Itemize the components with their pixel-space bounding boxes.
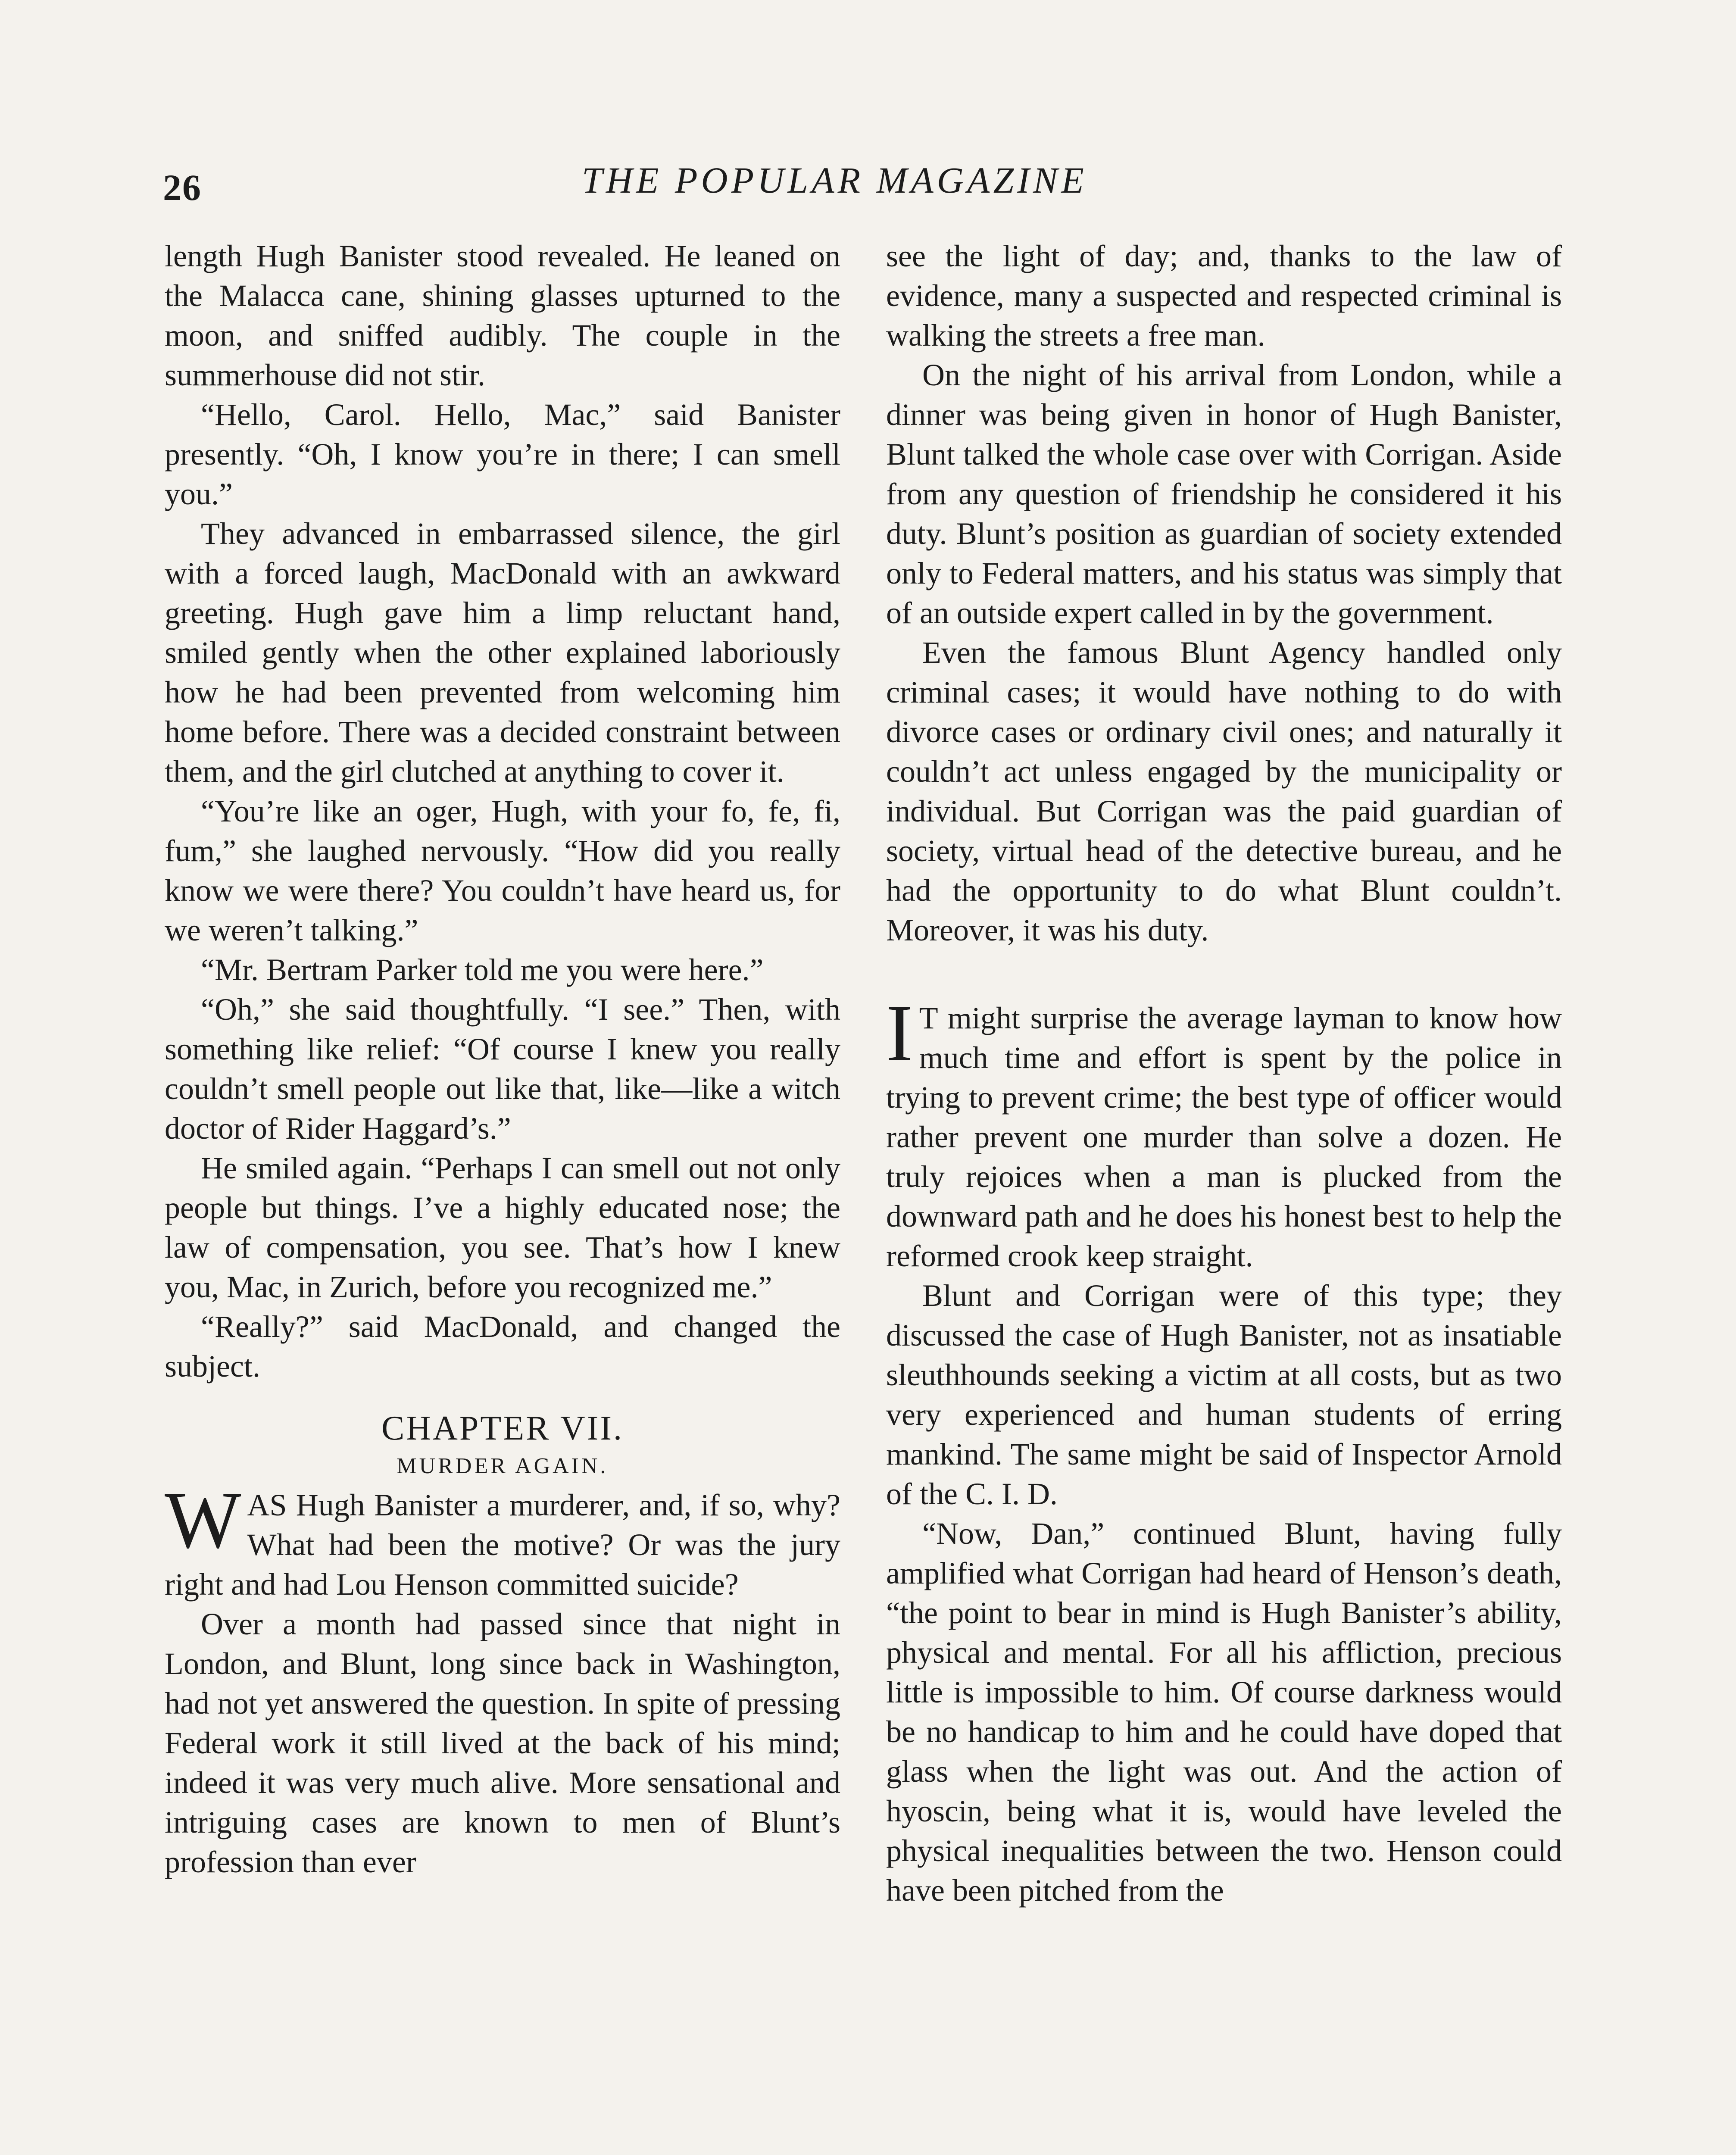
drop-cap: I bbox=[886, 988, 913, 1078]
paragraph: length Hugh Banister stood revealed. He leaned on the Malacca cane, shining glasses upturned to the moon, and sniffed audibly. The couple in the summerhouse did not stir. bbox=[165, 239, 840, 392]
paragraph: “Mr. Bertram Parker told me you were here.” bbox=[201, 953, 764, 987]
paragraph: “Really?” said MacDonald, and changed the subject. bbox=[165, 1309, 840, 1384]
paragraph: Even the famous Blunt Agency handled only criminal cases; it would have nothing to do with divorce cases or ordinary civil ones; and naturally it couldn’t act unless engaged by the municipality or individual. But Corrigan was the paid guardian of society, virtual head of the detective bureau, and he had the opportunity to do what Blunt couldn’t. Moreover, it was his duty. bbox=[886, 635, 1562, 947]
section-break bbox=[886, 950, 1562, 998]
paragraph: “Hello, Carol. Hello, Mac,” said Banister presently. “Oh, I know you’re in there; I can smell you.” bbox=[165, 397, 840, 511]
paragraph: Blunt and Corrigan were of this type; they discussed the case of Hugh Banister, not as insatiable sleuthhounds seeking a victim at all costs, but as two very experienced and human students of erring mankind. The same might be said of Inspector Arnold of the C. I. D. bbox=[886, 1278, 1562, 1511]
running-title: THE POPULAR MAGAZINE bbox=[582, 159, 1087, 201]
paragraph: Over a month had passed since that night in London, and Blunt, long since back in Washington, had not yet answered the question. In spite of pressing Federal work it still lived at the back of his mind; indeed it was very much alive. More sensational and intriguing cases are known to men of Blunt’s profession than ever bbox=[165, 1607, 840, 1879]
paragraph: “You’re like an oger, Hugh, with your fo, fe, fi, fum,” she laughed nervously. “How did you really know we were there? You couldn’t have heard us, for we weren’t talking.” bbox=[165, 794, 840, 947]
chapter-subtitle: MURDER AGAIN. bbox=[397, 1454, 609, 1478]
paragraph: They advanced in embarrassed silence, the girl with a forced laugh, MacDonald with an awkward greeting. Hugh gave him a limp reluctant hand, smiled gently when the other explained laboriously how he had been prevented from welcoming him home before. There was a decided constraint between them, and the girl clutched at anything to cover it. bbox=[165, 516, 840, 789]
left-column bbox=[165, 236, 840, 1882]
chapter-heading: CHAPTER VII. bbox=[381, 1409, 624, 1447]
page-number: 26 bbox=[163, 167, 202, 208]
chapter-opening-paragraph bbox=[165, 1475, 840, 1604]
section-opening-text: T might surprise the average layman to know how much time and effort is spent by the police in trying to prevent crime; the best type of officer would rather prevent one murder than solve a dozen. He truly rejoices when a man is plucked from the downward path and he does his honest best to help the reformed crook keep straight. bbox=[886, 1001, 1562, 1273]
drop-cap: W bbox=[165, 1475, 241, 1565]
section-opening-paragraph bbox=[886, 988, 1562, 1276]
paragraph: “Oh,” she said thoughtfully. “I see.” Then, with something like relief: “Of course I knew you really couldn’t smell people out like that, like—like a witch doctor of Rider Haggard’s.” bbox=[165, 992, 840, 1146]
chapter-opening-text: AS Hugh Banister a murderer, and, if so, why? What had been the motive? Or was the jury right and had Lou Henson committed suicide? bbox=[165, 1488, 840, 1602]
paragraph: On the night of his arrival from London, while a dinner was being given in honor of Hugh Banister, Blunt talked the whole case over with Corrigan. Aside from any question of friendship he considered it his duty. Blunt’s position as guardian of society extended only to Federal matters, and his status was simply that of an outside expert called in by the government. bbox=[886, 358, 1562, 630]
paragraph: “Now, Dan,” continued Blunt, having fully amplified what Corrigan had heard of Henson’s death, “the point to bear in mind is Hugh Banister’s ability, physical and mental. For all his affliction, precious little is impossible to him. Of course darkness would be no handicap to him and he could have doped that glass when the light was out. And the action of hyoscin, being what it is, would have leveled the physical inequalities between the two. Henson could have been pitched from the bbox=[886, 1516, 1562, 1908]
right-column bbox=[886, 236, 1562, 1910]
paragraph: see the light of day; and, thanks to the law of evidence, many a suspected and respected criminal is walking the streets a free man. bbox=[886, 239, 1562, 353]
paragraph: He smiled again. “Perhaps I can smell out not only people but things. I’ve a highly educated nose; the law of compensation, you see. That’s how I knew you, Mac, in Zurich, before you recognized me.” bbox=[165, 1151, 840, 1304]
